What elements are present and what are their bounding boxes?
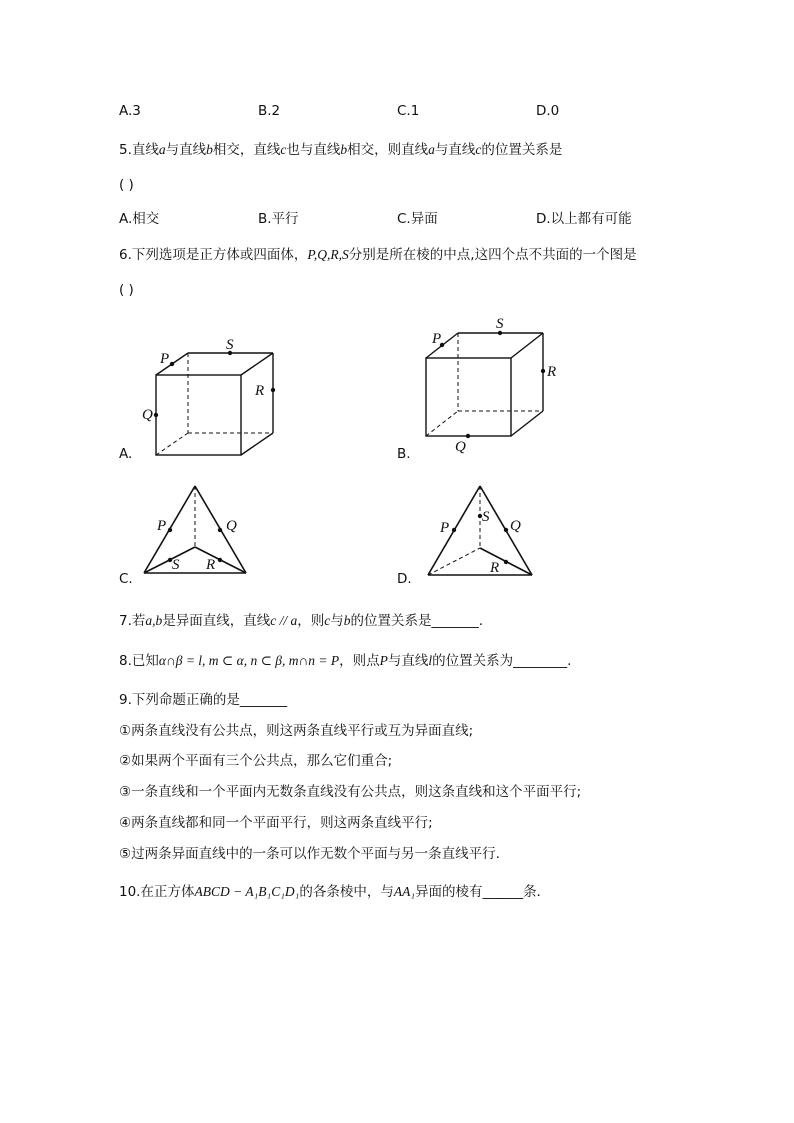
figure-c-tetrahedron [140,480,255,584]
q10-text: 10.在正方体ABCD − A₁B₁C₁D₁的各条棱中，与AA₁异面的棱有______条. [119,884,541,900]
fig-a-label-q: Q [142,407,153,423]
option-a: A.3 [119,103,141,119]
figure-b-cube [410,313,570,462]
q9-item-3: ③一条直线和一个平面内无数条直线没有公共点，则这条直线和这个平面平行; [119,784,582,800]
fig-a-label-s: S [226,337,234,353]
fig-b-label-s: S [496,316,504,332]
figure-a-cube [140,335,280,464]
fig-b-label-q: Q [455,439,466,455]
fig-d-label-r: R [490,560,500,576]
option-c: C.1 [397,103,420,119]
q5-option-b: B.平行 [258,211,299,227]
figure-d-tetrahedron [424,480,539,584]
fig-c-label-q: Q [226,518,237,534]
figure-c-option: C. [119,571,133,587]
q9-item-5: ⑤过两条异面直线中的一条可以作无数个平面与另一条直线平行. [119,846,500,862]
q5-option-a: A.相交 [119,211,160,227]
fig-b-label-p: P [432,331,442,347]
q6-paren: ( ) [119,282,134,298]
option-b: B.2 [258,103,281,119]
fig-d-label-p: P [440,520,450,536]
option-d: D.0 [536,103,560,119]
fig-c-label-p: P [157,518,167,534]
fig-a-label-p: P [160,351,170,367]
q6-stem: 6.下列选项是正方体或四面体，P,Q,R,S分别是所在棱的中点,这四个点不共面的一个图是 [119,247,637,263]
figure-b-option: B. [397,446,411,462]
q5-option-d: D.以上都有可能 [536,211,632,227]
fig-d-label-s: S [482,509,490,525]
fig-c-label-r: R [206,557,216,573]
fig-d-label-q: Q [510,518,521,534]
q5-option-c: C.异面 [397,211,438,227]
q9-item-1: ①两条直线没有公共点，则这两条直线平行或互为异面直线; [119,723,474,739]
figure-a-option: A. [119,446,133,462]
q9-stem: 9.下列命题正确的是_______ [119,692,288,708]
q8-text: 8.已知α∩β = l, m ⊂ α, n ⊂ β, m∩n = P，则点P与直线l的位置关系为________. [119,653,572,669]
fig-a-label-r: R [255,383,265,399]
fig-b-label-r: R [547,364,557,380]
q9-item-2: ②如果两个平面有三个公共点，那么它们重合; [119,753,393,769]
fig-c-label-s: S [172,557,180,573]
q5-stem: 5.直线a与直线b相交，直线c也与直线b相交，则直线a与直线c的位置关系是 [119,142,563,158]
q5-paren: ( ) [119,177,134,193]
figure-d-option: D. [397,571,412,587]
q9-item-4: ④两条直线都和同一个平面平行，则这两条直线平行; [119,815,433,831]
q7-text: 7.若a,b是异面直线，直线c // a，则c与b的位置关系是_______. [119,613,484,629]
